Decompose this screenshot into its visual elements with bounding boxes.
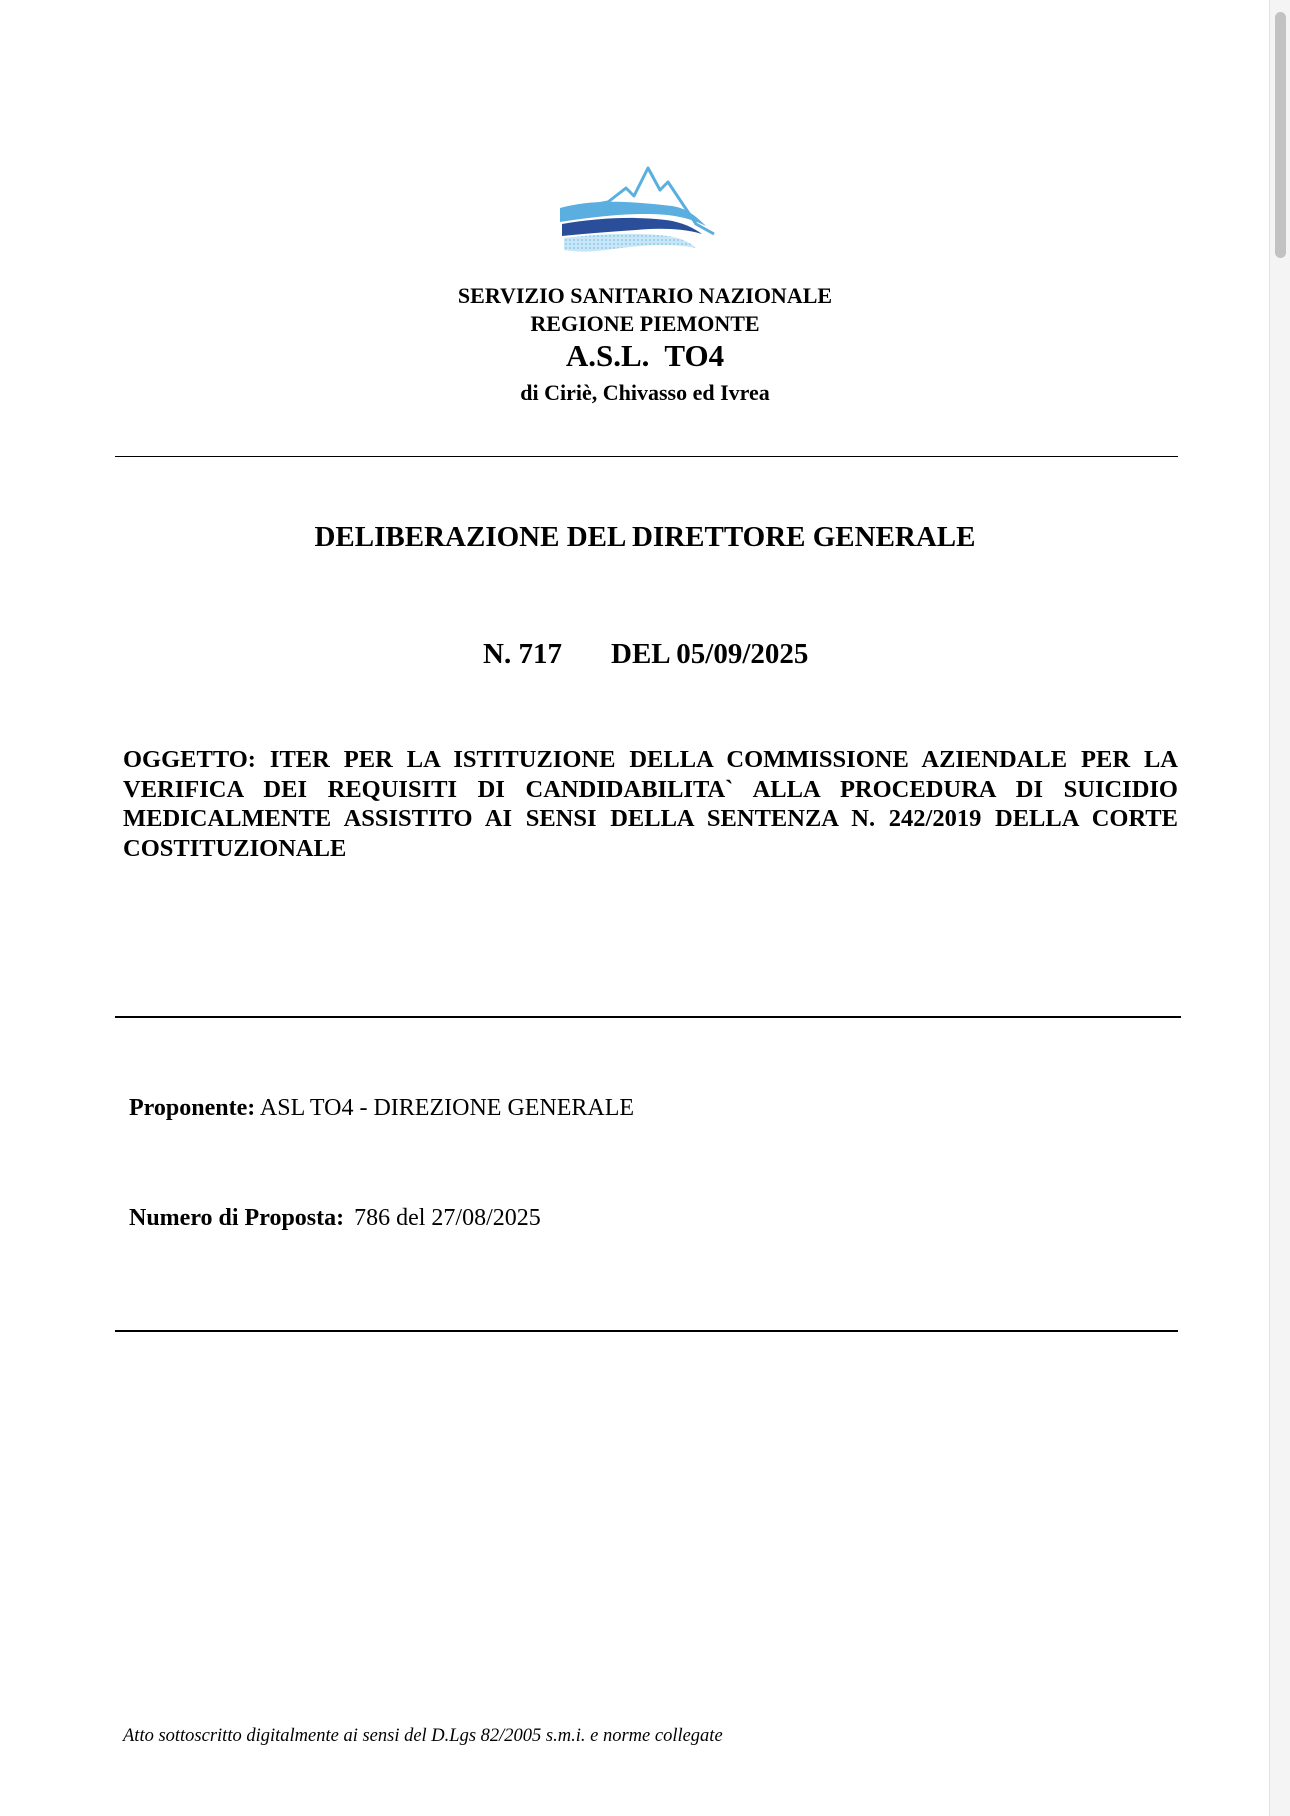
document-subject: OGGETTO: ITER PER LA ISTITUZIONE DELLA COMMISSIONE AZIENDALE PER LA VERIFICA DEI REQUISITI DI CANDIDABILITA` ALLA PROCEDURA DI SUICIDIO MEDICALMENTE ASSISTITO AI SENSI DELLA SENTENZA N. 242/2019 DELLA CORTE COSTITUZIONALE — [123, 746, 1178, 862]
divider-bottom — [115, 1330, 1178, 1332]
proponente-label: Proponente: — [129, 1095, 256, 1121]
proponente-value: ASL TO4 - DIREZIONE GENERALE — [259, 1095, 635, 1121]
proposta-label: Numero di Proposta: — [129, 1205, 345, 1231]
deliberation-date: DEL 05/09/2025 — [611, 638, 809, 670]
divider-top — [115, 456, 1178, 457]
vertical-scrollbar[interactable] — [1269, 0, 1290, 1816]
header-line-1: SERVIZIO SANITARIO NAZIONALE — [457, 283, 833, 308]
proposta-field — [129, 1203, 541, 1233]
document-title: DELIBERAZIONE DEL DIRETTORE GENERALE — [314, 521, 976, 553]
deliberation-number: N. 717 — [483, 638, 562, 670]
header-line-3: A.S.L. TO4 — [565, 338, 725, 373]
asl-logo-icon — [556, 162, 726, 262]
proposta-value: 786 del 27/08/2025 — [354, 1205, 541, 1231]
divider-middle — [115, 1016, 1181, 1018]
signature-note: Atto sottoscritto digitalmente ai sensi del D.Lgs 82/2005 s.m.i. e norme collegate — [123, 1726, 723, 1746]
header-line-2: REGIONE PIEMONTE — [530, 311, 760, 336]
proponente-field — [129, 1093, 634, 1123]
scrollbar-thumb[interactable] — [1275, 12, 1286, 258]
header-line-4: di Ciriè, Chivasso ed Ivrea — [520, 380, 770, 405]
